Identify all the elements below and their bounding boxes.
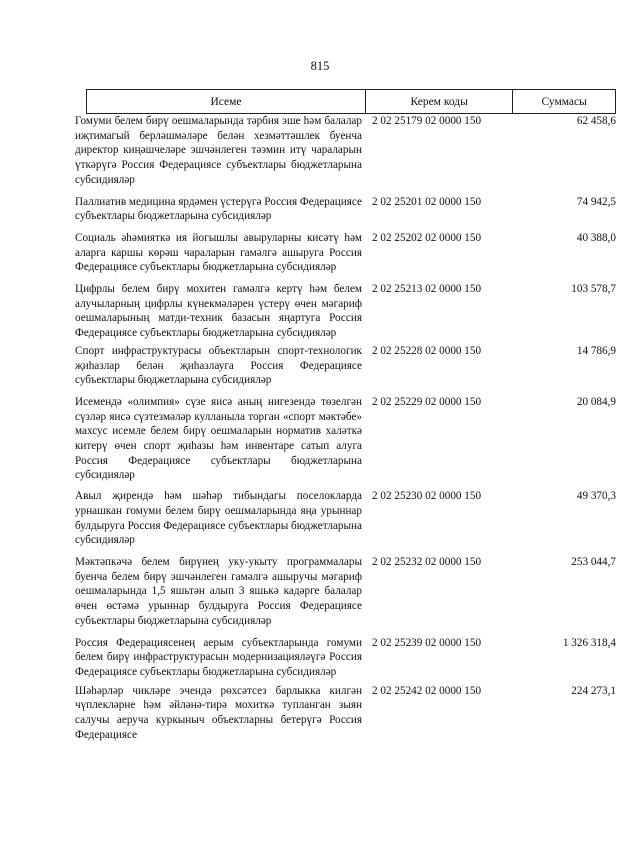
table-row (75, 555, 616, 629)
table-row (75, 344, 616, 388)
row-code: 2 02 25229 02 0000 150 (372, 395, 482, 408)
row-code: 2 02 25239 02 0000 150 (372, 636, 482, 649)
table-row (75, 231, 616, 275)
row-code: 2 02 25179 02 0000 150 (372, 115, 482, 127)
header-sum: Суммасы (541, 95, 587, 108)
table-row (75, 395, 616, 483)
row-name: Мәктәпкәчә белем бирүнең уку-укыту программалары буенча белем бирү эшчәнлеген гамәлгә ашыручы мәгариф оешмаларында 1,5 яшьтән алып 3 яшькә кадәрге балалар өчен өстәмә урыннар булдыруга Россия Федерациясе субъектлары бюджетларына субсидияләр (75, 555, 362, 627)
row-code: 2 02 25230 02 0000 150 (372, 490, 482, 503)
row-name: Шәһәрләр чикләре эчендә рөхсәтсез барлыкка килгән чүплекләрне һәм әйләнә-тирә мохиткә тупланган зыян салучы аеруча куркыныч объектларны бетерүгә Россия Федерациясе (75, 684, 362, 741)
row-code: 2 02 25232 02 0000 150 (372, 555, 482, 568)
row-name: Спорт инфраструктурасы объектларын спорт-технологик җиһазлар белән җиһазлауга Россия Федерациясе субъектлары бюджетларына субсидияләр (75, 344, 362, 387)
row-sum: 224 273,1 (571, 684, 616, 697)
row-code: 2 02 25228 02 0000 150 (372, 344, 482, 357)
table-row (75, 114, 616, 188)
row-name: Социаль әһәмияткә ия йогышлы авыруларны кисәтү һәм аларга каршы көрәш чараларын гамәлгә ашыруга Россия Федерациясе субъектлары бюджетларына субсидияләр (75, 231, 362, 274)
row-sum: 14 786,9 (576, 344, 616, 357)
row-sum: 62 458,6 (576, 115, 616, 127)
row-code: 2 02 25201 02 0000 150 (372, 195, 482, 208)
row-sum: 49 370,3 (576, 490, 616, 503)
row-sum: 253 044,7 (571, 555, 616, 568)
row-code: 2 02 25202 02 0000 150 (372, 231, 482, 244)
row-code: 2 02 25213 02 0000 150 (372, 283, 482, 296)
subsidy-table (75, 89, 616, 742)
row-name: Авыл җирендә һәм шәһәр тибындагы поселокларда урнашкан гомуми белем бирү оешмаларында яңа урыннар булдыруга Россия Федерациясе субъектлары бюджетларына субсидияләр (75, 490, 362, 547)
table-row (75, 489, 616, 548)
row-name: Гомуми белем бирү оешмаларында тәрбия эше һәм балалар иҗтимагый берләшмәләре белән хезмәттәшлек буенча директор киңәшчеләре эшчәнлеген тәэмин итү чараларын үткәрүгә Россия Федерациясе субъектлары бюджетларына субсидияләр (75, 115, 362, 186)
header-code: Керем коды (366, 90, 513, 113)
row-code: 2 02 25242 02 0000 150 (372, 684, 482, 697)
table-row (75, 684, 616, 743)
row-name: Россия Федерациясенең аерым субъектларында гомуми белем бирү инфраструктурасын модернизацияләүгә Россия Федерациясе субъектлары бюджетларына субсидияләр (75, 636, 362, 678)
page-number: 815 (310, 59, 330, 73)
table-header (86, 89, 616, 114)
row-name: Паллиатив медицина ярдәмен үстерүгә Россия Федерациясе субъектлары бюджетларына субсидияләр (75, 195, 362, 223)
table-row (75, 282, 616, 341)
row-name: Исемендә «олимпия» сүзе яисә аның нигезендә төзелгән сүзләр яисә сүзтезмәләр кулланыла торган «спорт мәктәбе» махсус исемле белем бирү оешмаларын норматив халәткә китерү өчен спорт җиһазы һәм инвентаре сатып алуга Россия Федерациясе субъектлары бюджетларына субсидияләр (75, 395, 362, 482)
row-sum: 40 388,0 (576, 231, 616, 244)
table-row (75, 195, 616, 224)
header-name: Исеме (87, 90, 366, 113)
row-name: Цифрлы белем бирү мохитен гамәлгә кертү һәм белем алучыларның цифрлы күнекмәләрен үстерү өчен мәгариф оешмаларының матди-техник базасын яңартуга Россия Федерациясе субъектлары бюджетларына субсидияләр (75, 283, 362, 340)
row-sum: 74 942,5 (576, 195, 616, 208)
table-row (75, 636, 616, 680)
row-sum: 20 084,9 (576, 395, 616, 408)
row-sum: 103 578,7 (571, 283, 616, 296)
row-sum: 1 326 318,4 (562, 636, 616, 649)
